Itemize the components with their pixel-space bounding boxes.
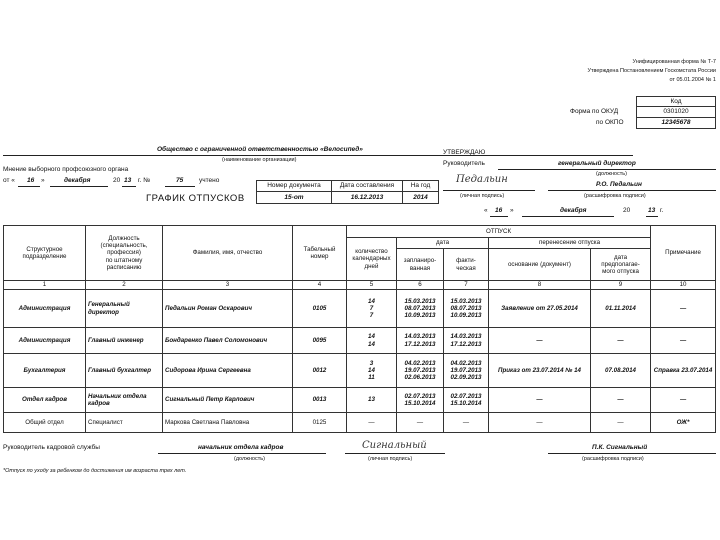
doc-year-value: 2014 [402,191,439,204]
cell-expected: — [591,328,651,354]
doc-number-label: Номер документа [256,180,332,192]
approve-year-prefix: 20 [623,207,631,214]
approve-day-line [490,216,508,217]
table-row [4,290,716,328]
cell-position: Главный инженер [86,328,163,354]
approve-close-quote: » [510,207,514,214]
cell-actual: — [444,413,489,433]
cell-basis: — [489,413,591,433]
header-note: Примечание [651,226,716,281]
union-year-prefix: 20 [113,177,121,184]
header-vacation: ОТПУСК [347,226,651,238]
header-planned: запланиро- ванная [397,249,444,281]
union-close-quote: » [41,177,45,184]
col-number: 2 [86,281,163,290]
union-year: 13 [124,177,132,184]
table-row [4,328,716,354]
approve-month: декабря [560,207,587,214]
approve-signature: Педальин [456,174,508,185]
document-title: ГРАФИК ОТПУСКОВ [146,193,245,204]
union-from: от « [3,177,15,184]
col-number: 1 [4,281,86,290]
hr-position: начальник отдела кадров [198,444,284,451]
footnote: *Отпуск по уходу за ребенком до достижения им возраста трех лет. [3,468,187,474]
approve-month-line [522,216,614,217]
cell-basis: — [489,388,591,413]
hr-signature: Сигнальный [362,440,427,451]
approve-head-label: Руководитель [443,160,485,167]
approve-name-caption: (расшифровка подписи) [584,193,646,199]
cell-tabnum: 0125 [293,413,347,433]
col-number: 10 [651,281,716,290]
union-day-line [18,186,40,187]
org-name: Общество с ограниченной ответственностью «Велосипед» [157,146,363,153]
cell-planned: 14.03.2013 17.12.2013 [397,328,444,354]
cell-tabnum: 0105 [293,290,347,328]
cell-days: — [347,413,397,433]
table-row [4,354,716,388]
header-days: количество календарных дней [347,238,397,281]
cell-name: Маркова Светлана Павловна [163,413,293,433]
cell-expected: — [591,388,651,413]
cell-position: Специалист [86,413,163,433]
cell-note: — [651,328,716,354]
union-opinion-label: Мнение выборного профсоюзного органа [3,166,129,173]
table-row [4,413,716,433]
hr-name-caption: (расшифровка подписи) [582,456,644,462]
org-caption: (наименование организации) [222,157,297,163]
cell-days: 14 7 7 [347,290,397,328]
cell-position: Начальник отдела кадров [86,388,163,413]
union-month: декабря [64,177,91,184]
union-considered: учтено [199,177,220,184]
approve-position: генеральный директор [558,160,636,167]
cell-days: 14 14 [347,328,397,354]
cell-tabnum: 0012 [293,354,347,388]
okud-value: 0301020 [636,106,716,118]
cell-tabnum: 0095 [293,328,347,354]
cell-basis: Заявление от 27.05.2014 [489,290,591,328]
cell-name: Сидорова Ирина Сергеевна [163,354,293,388]
cell-actual: 14.03.2013 17.12.2013 [444,328,489,354]
approve-day: 16 [495,207,503,214]
union-year-line [122,186,136,187]
cell-name: Педальин Роман Оскарович [163,290,293,328]
approve-year: 13 [648,207,656,214]
approve-position-caption: (должность) [596,171,627,177]
col-number: 4 [293,281,347,290]
form-approval-date: от 05.01.2004 № 1 [669,77,716,83]
okpo-value: 12345678 [636,117,716,129]
approve-open-quote: « [484,207,488,214]
okud-label: Форма по ОКУД [570,108,619,115]
doc-date-label: Дата составления [331,180,403,192]
header-tabnum: Табельный номер [293,226,347,281]
cell-unit: Отдел кадров [4,388,86,413]
union-month-line [50,186,108,187]
header-transfer: перенесение отпуска [489,238,651,249]
hr-head-label: Руководитель кадровой службы [3,444,100,451]
header-basis: основание (документ) [489,249,591,281]
cell-planned: 02.07.2013 15.10.2014 [397,388,444,413]
approve-name: Р.О. Педальин [596,181,642,188]
approve-year-suffix: г. [660,207,664,214]
col-number: 7 [444,281,489,290]
cell-note: — [651,290,716,328]
cell-actual: 04.02.2013 19.07.2013 02.09.2013 [444,354,489,388]
org-underline [3,155,633,156]
okpo-label: по ОКПО [596,119,624,126]
vacation-schedule-table [3,225,716,433]
approve-signature-caption: (личная подпись) [460,193,505,199]
cell-basis: Приказ от 23.07.2014 № 14 [489,354,591,388]
approve-signature-line [443,190,535,191]
hr-signature-line [345,453,445,454]
cell-position: Генеральный директор [86,290,163,328]
cell-tabnum: 0013 [293,388,347,413]
col-number: 8 [489,281,591,290]
approve-name-line [548,190,716,191]
cell-planned: 04.02.2013 19.07.2013 02.06.2013 [397,354,444,388]
header-name: Фамилия, имя, отчество [163,226,293,281]
approve-title: УТВЕРЖДАЮ [443,149,486,156]
form-approval: Утверждена Постановлением Госкомстата России [587,68,716,74]
cell-note: — [651,388,716,413]
cell-days: 3 14 11 [347,354,397,388]
hr-name-line [548,453,716,454]
hr-position-caption: (должность) [234,456,265,462]
cell-note: ОЖ* [651,413,716,433]
doc-number-value: 15-от [256,191,332,204]
cell-basis: — [489,328,591,354]
cell-expected: 01.11.2014 [591,290,651,328]
col-number: 9 [591,281,651,290]
header-actual: факти- ческая [444,249,489,281]
col-number: 5 [347,281,397,290]
hr-name: П.К. Сигнальный [592,444,648,451]
cell-days: 13 [347,388,397,413]
doc-date-value: 16.12.2013 [331,191,403,204]
cell-expected: — [591,413,651,433]
union-number-line [165,186,195,187]
code-header: Код [636,96,716,107]
doc-year-label: На год [402,180,439,192]
cell-note: Справка 23.07.2014 [651,354,716,388]
header-date: дата [397,238,489,249]
hr-signature-caption: (личная подпись) [368,456,413,462]
cell-name: Бондаренко Павел Соломонович [163,328,293,354]
cell-actual: 15.03.2013 08.07.2013 10.09.2013 [444,290,489,328]
union-number: 75 [176,177,184,184]
cell-unit: Бухгалтерия [4,354,86,388]
form-name: Унифицированная форма № Т-7 [632,59,716,65]
cell-position: Главный бухгалтер [86,354,163,388]
cell-name: Сигнальный Петр Карлович [163,388,293,413]
cell-planned: 15.03.2013 08.07.2013 10.09.2013 [397,290,444,328]
approve-position-line [498,169,716,170]
col-number: 3 [163,281,293,290]
cell-unit: Общий отдел [4,413,86,433]
union-day: 16 [27,177,35,184]
cell-planned: — [397,413,444,433]
cell-actual: 02.07.2013 15.10.2014 [444,388,489,413]
header-position: Должность (специальность, профессия) по штатному расписанию [86,226,163,281]
hr-position-line [158,453,326,454]
table-row [4,388,716,413]
cell-expected: 07.08.2014 [591,354,651,388]
union-number-label: г. № [138,177,151,184]
cell-unit: Администрация [4,290,86,328]
header-unit: Структурное подразделение [4,226,86,281]
header-expected: дата предполагае- мого отпуска [591,249,651,281]
approve-year-line [646,216,658,217]
col-number: 6 [397,281,444,290]
cell-unit: Администрация [4,328,86,354]
